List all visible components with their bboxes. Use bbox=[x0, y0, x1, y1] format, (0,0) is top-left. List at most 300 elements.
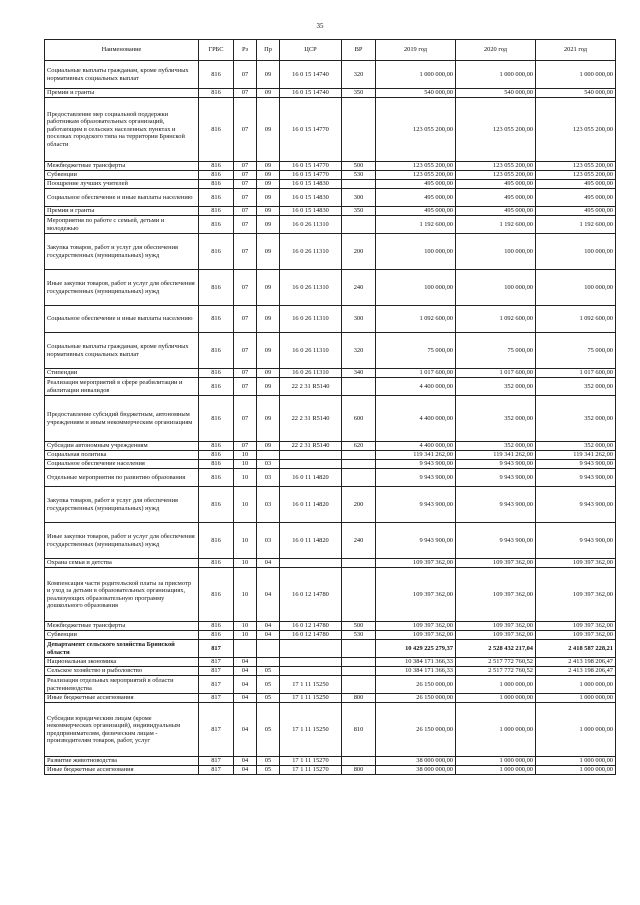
table-row bbox=[45, 207, 616, 216]
cell-2020: 9 943 900,00 bbox=[456, 487, 536, 523]
cell-2021: 9 943 900,00 bbox=[536, 523, 616, 559]
table-row bbox=[45, 640, 616, 658]
cell-2019: 38 000 000,00 bbox=[376, 766, 456, 775]
cell-2020: 123 055 200,00 bbox=[456, 162, 536, 171]
cell-pr: 09 bbox=[257, 369, 280, 378]
cell-grbs: 816 bbox=[199, 369, 234, 378]
table-row bbox=[45, 487, 616, 523]
cell-2021: 352 000,00 bbox=[536, 378, 616, 396]
table-row bbox=[45, 568, 616, 622]
cell-2020: 119 341 262,00 bbox=[456, 451, 536, 460]
cell-pr: 09 bbox=[257, 270, 280, 306]
cell-name: Реализация отдельных мероприятий в области растениеводства bbox=[45, 676, 199, 694]
cell-2021: 123 055 200,00 bbox=[536, 171, 616, 180]
cell-vr bbox=[342, 568, 376, 622]
header-csr: ЦСР bbox=[280, 40, 342, 61]
cell-vr bbox=[342, 667, 376, 676]
cell-grbs: 816 bbox=[199, 306, 234, 333]
cell-csr: 16 0 15 14830 bbox=[280, 189, 342, 207]
cell-2021: 1 000 000,00 bbox=[536, 703, 616, 757]
cell-name: Отдельные мероприятия по развитию образования bbox=[45, 469, 199, 487]
cell-pr: 05 bbox=[257, 694, 280, 703]
cell-csr: 16 0 11 14820 bbox=[280, 523, 342, 559]
cell-pr: 03 bbox=[257, 460, 280, 469]
cell-vr: 620 bbox=[342, 442, 376, 451]
cell-2020: 1 000 000,00 bbox=[456, 694, 536, 703]
cell-2019: 4 400 000,00 bbox=[376, 396, 456, 442]
cell-rz: 07 bbox=[234, 396, 257, 442]
cell-vr: 340 bbox=[342, 369, 376, 378]
cell-2019: 540 000,00 bbox=[376, 89, 456, 98]
cell-rz: 07 bbox=[234, 207, 257, 216]
cell-name: Охрана семьи и детства bbox=[45, 559, 199, 568]
cell-2020: 100 000,00 bbox=[456, 234, 536, 270]
cell-2021: 9 943 900,00 bbox=[536, 487, 616, 523]
cell-2021: 123 055 200,00 bbox=[536, 98, 616, 162]
cell-2020: 540 000,00 bbox=[456, 89, 536, 98]
cell-grbs: 816 bbox=[199, 180, 234, 189]
cell-name: Социальная политика bbox=[45, 451, 199, 460]
cell-csr: 17 1 11 15270 bbox=[280, 766, 342, 775]
cell-grbs: 816 bbox=[199, 61, 234, 89]
cell-csr: 16 0 11 14820 bbox=[280, 469, 342, 487]
cell-pr: 04 bbox=[257, 559, 280, 568]
cell-pr bbox=[257, 658, 280, 667]
cell-csr: 17 1 11 15250 bbox=[280, 694, 342, 703]
cell-csr: 16 0 26 11310 bbox=[280, 333, 342, 369]
cell-csr: 16 0 15 14740 bbox=[280, 61, 342, 89]
cell-csr: 16 0 15 14830 bbox=[280, 180, 342, 189]
cell-vr: 800 bbox=[342, 766, 376, 775]
cell-2020: 352 000,00 bbox=[456, 378, 536, 396]
cell-2019: 10 429 225 279,37 bbox=[376, 640, 456, 658]
cell-grbs: 817 bbox=[199, 667, 234, 676]
cell-pr: 05 bbox=[257, 766, 280, 775]
cell-2021: 495 000,00 bbox=[536, 180, 616, 189]
cell-grbs: 817 bbox=[199, 766, 234, 775]
cell-name: Иные бюджетные ассигнования bbox=[45, 694, 199, 703]
cell-2021: 9 943 900,00 bbox=[536, 469, 616, 487]
cell-grbs: 816 bbox=[199, 559, 234, 568]
cell-2020: 2 517 772 760,52 bbox=[456, 658, 536, 667]
cell-rz: 10 bbox=[234, 568, 257, 622]
cell-name: Департамент сельского хозяйства Брянской области bbox=[45, 640, 199, 658]
cell-pr: 09 bbox=[257, 306, 280, 333]
cell-rz: 07 bbox=[234, 270, 257, 306]
cell-pr: 05 bbox=[257, 676, 280, 694]
header-2021: 2021 год bbox=[536, 40, 616, 61]
table-row bbox=[45, 378, 616, 396]
cell-name: Мероприятия по работе с семьей, детьми и молодежью bbox=[45, 216, 199, 234]
cell-grbs: 816 bbox=[199, 631, 234, 640]
cell-grbs: 816 bbox=[199, 89, 234, 98]
cell-pr: 03 bbox=[257, 469, 280, 487]
cell-grbs: 816 bbox=[199, 189, 234, 207]
cell-2019: 9 943 900,00 bbox=[376, 523, 456, 559]
cell-2019: 26 150 000,00 bbox=[376, 694, 456, 703]
cell-pr: 09 bbox=[257, 396, 280, 442]
cell-name: Реализация мероприятий в сфере реабилитации и абилитации инвалидов bbox=[45, 378, 199, 396]
cell-vr: 240 bbox=[342, 270, 376, 306]
cell-rz: 07 bbox=[234, 378, 257, 396]
cell-rz: 10 bbox=[234, 622, 257, 631]
cell-vr bbox=[342, 216, 376, 234]
cell-2020: 109 397 362,00 bbox=[456, 559, 536, 568]
cell-vr: 320 bbox=[342, 333, 376, 369]
cell-csr: 16 0 26 11310 bbox=[280, 270, 342, 306]
cell-rz: 10 bbox=[234, 460, 257, 469]
cell-name: Субсидии юридическим лицам (кроме некоммерческих организаций), индивидуальным предпринимателям, физическим лицам - производителям товаров, работ, услуг bbox=[45, 703, 199, 757]
cell-csr: 17 1 11 15250 bbox=[280, 703, 342, 757]
cell-2020: 352 000,00 bbox=[456, 396, 536, 442]
cell-2020: 1 000 000,00 bbox=[456, 703, 536, 757]
cell-vr: 600 bbox=[342, 396, 376, 442]
cell-2021: 1 000 000,00 bbox=[536, 694, 616, 703]
cell-2020: 1 000 000,00 bbox=[456, 757, 536, 766]
cell-2019: 10 384 171 366,33 bbox=[376, 667, 456, 676]
table-body bbox=[45, 61, 616, 775]
cell-2020: 352 000,00 bbox=[456, 442, 536, 451]
cell-vr bbox=[342, 640, 376, 658]
cell-csr: 16 0 15 14770 bbox=[280, 171, 342, 180]
cell-csr bbox=[280, 640, 342, 658]
cell-csr: 16 0 11 14820 bbox=[280, 487, 342, 523]
cell-csr bbox=[280, 451, 342, 460]
cell-csr: 16 0 12 14780 bbox=[280, 622, 342, 631]
cell-rz: 10 bbox=[234, 451, 257, 460]
table-row bbox=[45, 234, 616, 270]
cell-vr bbox=[342, 451, 376, 460]
cell-vr bbox=[342, 469, 376, 487]
cell-pr: 05 bbox=[257, 703, 280, 757]
table-row bbox=[45, 766, 616, 775]
header-2020: 2020 год bbox=[456, 40, 536, 61]
cell-grbs: 816 bbox=[199, 216, 234, 234]
cell-rz: 04 bbox=[234, 703, 257, 757]
cell-pr: 09 bbox=[257, 180, 280, 189]
cell-name: Развитие животноводства bbox=[45, 757, 199, 766]
cell-grbs: 816 bbox=[199, 207, 234, 216]
cell-2021: 1 000 000,00 bbox=[536, 676, 616, 694]
cell-rz: 07 bbox=[234, 442, 257, 451]
cell-2021: 2 418 587 228,21 bbox=[536, 640, 616, 658]
header-pr: Пр bbox=[257, 40, 280, 61]
cell-vr: 300 bbox=[342, 189, 376, 207]
cell-2021: 100 000,00 bbox=[536, 234, 616, 270]
cell-2021: 2 413 198 206,47 bbox=[536, 658, 616, 667]
cell-grbs: 816 bbox=[199, 451, 234, 460]
cell-2019: 109 397 362,00 bbox=[376, 622, 456, 631]
cell-pr: 09 bbox=[257, 89, 280, 98]
cell-2019: 123 055 200,00 bbox=[376, 162, 456, 171]
cell-2019: 1 000 000,00 bbox=[376, 61, 456, 89]
cell-name: Закупка товаров, работ и услуг для обеспечения государственных (муниципальных) нужд bbox=[45, 487, 199, 523]
cell-name: Социальные выплаты гражданам, кроме публичных нормативных социальных выплат bbox=[45, 61, 199, 89]
cell-vr: 350 bbox=[342, 207, 376, 216]
cell-name: Стипендии bbox=[45, 369, 199, 378]
cell-2019: 1 017 600,00 bbox=[376, 369, 456, 378]
cell-vr bbox=[342, 559, 376, 568]
cell-2020: 75 000,00 bbox=[456, 333, 536, 369]
table-row bbox=[45, 333, 616, 369]
cell-name: Межбюджетные трансферты bbox=[45, 162, 199, 171]
cell-rz: 04 bbox=[234, 676, 257, 694]
cell-name: Премии и гранты bbox=[45, 89, 199, 98]
cell-pr: 03 bbox=[257, 487, 280, 523]
cell-2021: 1 017 600,00 bbox=[536, 369, 616, 378]
cell-csr: 22 2 31 R5140 bbox=[280, 442, 342, 451]
cell-rz: 07 bbox=[234, 98, 257, 162]
cell-2021: 352 000,00 bbox=[536, 442, 616, 451]
cell-grbs: 816 bbox=[199, 162, 234, 171]
header-name: Наименование bbox=[45, 40, 199, 61]
cell-2021: 1 000 000,00 bbox=[536, 766, 616, 775]
table-header-row bbox=[45, 40, 616, 61]
cell-vr: 240 bbox=[342, 523, 376, 559]
cell-2020: 109 397 362,00 bbox=[456, 568, 536, 622]
cell-csr: 16 0 15 14830 bbox=[280, 207, 342, 216]
cell-pr bbox=[257, 640, 280, 658]
cell-vr bbox=[342, 460, 376, 469]
cell-rz: 07 bbox=[234, 171, 257, 180]
cell-rz: 07 bbox=[234, 189, 257, 207]
table-row bbox=[45, 658, 616, 667]
cell-2021: 119 341 262,00 bbox=[536, 451, 616, 460]
cell-name: Субвенции bbox=[45, 631, 199, 640]
cell-pr: 04 bbox=[257, 568, 280, 622]
cell-rz: 10 bbox=[234, 469, 257, 487]
cell-pr: 03 bbox=[257, 523, 280, 559]
cell-grbs: 816 bbox=[199, 568, 234, 622]
cell-pr: 05 bbox=[257, 667, 280, 676]
cell-2021: 109 397 362,00 bbox=[536, 559, 616, 568]
cell-rz: 07 bbox=[234, 61, 257, 89]
cell-csr: 17 1 11 15250 bbox=[280, 676, 342, 694]
cell-name: Предоставление субсидий бюджетным, автономным учреждениям и иным некоммерческим организациям bbox=[45, 396, 199, 442]
cell-csr: 16 0 15 14770 bbox=[280, 162, 342, 171]
cell-pr: 04 bbox=[257, 631, 280, 640]
cell-2020: 1 092 600,00 bbox=[456, 306, 536, 333]
cell-pr: 09 bbox=[257, 207, 280, 216]
table-row bbox=[45, 460, 616, 469]
cell-2019: 495 000,00 bbox=[376, 180, 456, 189]
cell-rz: 07 bbox=[234, 369, 257, 378]
cell-rz: 10 bbox=[234, 487, 257, 523]
cell-2020: 2 528 432 217,04 bbox=[456, 640, 536, 658]
cell-2020: 9 943 900,00 bbox=[456, 469, 536, 487]
cell-name: Премии и гранты bbox=[45, 207, 199, 216]
cell-2019: 109 397 362,00 bbox=[376, 559, 456, 568]
table-row bbox=[45, 676, 616, 694]
header-rz: Рз bbox=[234, 40, 257, 61]
cell-vr bbox=[342, 378, 376, 396]
cell-pr: 09 bbox=[257, 61, 280, 89]
cell-vr: 500 bbox=[342, 162, 376, 171]
table-row bbox=[45, 189, 616, 207]
cell-vr: 200 bbox=[342, 487, 376, 523]
cell-csr bbox=[280, 658, 342, 667]
cell-name: Иные закупки товаров, работ и услуг для обеспечения государственных (муниципальных) нужд bbox=[45, 270, 199, 306]
cell-2021: 1 000 000,00 bbox=[536, 61, 616, 89]
cell-name: Предоставление мер социальной поддержки работникам образовательных организаций, работающим в сельских населенных пунктах и поселках городского типа на территории Брянской области bbox=[45, 98, 199, 162]
cell-2021: 75 000,00 bbox=[536, 333, 616, 369]
cell-name: Закупка товаров, работ и услуг для обеспечения государственных (муниципальных) нужд bbox=[45, 234, 199, 270]
cell-2020: 495 000,00 bbox=[456, 189, 536, 207]
cell-2019: 4 400 000,00 bbox=[376, 442, 456, 451]
cell-2019: 1 092 600,00 bbox=[376, 306, 456, 333]
cell-2021: 109 397 362,00 bbox=[536, 622, 616, 631]
cell-2019: 9 943 900,00 bbox=[376, 469, 456, 487]
cell-grbs: 817 bbox=[199, 703, 234, 757]
cell-rz: 04 bbox=[234, 658, 257, 667]
cell-2020: 100 000,00 bbox=[456, 270, 536, 306]
header-2019: 2019 год bbox=[376, 40, 456, 61]
cell-grbs: 816 bbox=[199, 460, 234, 469]
cell-rz: 04 bbox=[234, 667, 257, 676]
cell-pr: 09 bbox=[257, 378, 280, 396]
cell-vr: 200 bbox=[342, 234, 376, 270]
cell-grbs: 816 bbox=[199, 622, 234, 631]
cell-vr bbox=[342, 180, 376, 189]
cell-grbs: 816 bbox=[199, 333, 234, 369]
cell-name: Социальное обеспечение и иные выплаты населению bbox=[45, 306, 199, 333]
cell-vr bbox=[342, 676, 376, 694]
cell-pr: 09 bbox=[257, 442, 280, 451]
cell-2020: 1 017 600,00 bbox=[456, 369, 536, 378]
table-row bbox=[45, 631, 616, 640]
cell-grbs: 816 bbox=[199, 234, 234, 270]
table-row bbox=[45, 442, 616, 451]
cell-vr bbox=[342, 757, 376, 766]
cell-csr: 16 0 12 14780 bbox=[280, 568, 342, 622]
cell-2019: 119 341 262,00 bbox=[376, 451, 456, 460]
cell-2019: 123 055 200,00 bbox=[376, 98, 456, 162]
table-row bbox=[45, 171, 616, 180]
cell-rz: 07 bbox=[234, 216, 257, 234]
table-row bbox=[45, 396, 616, 442]
cell-2021: 9 943 900,00 bbox=[536, 460, 616, 469]
table-row bbox=[45, 469, 616, 487]
cell-grbs: 816 bbox=[199, 378, 234, 396]
cell-name: Национальная экономика bbox=[45, 658, 199, 667]
cell-csr: 16 0 26 11310 bbox=[280, 234, 342, 270]
cell-csr bbox=[280, 667, 342, 676]
cell-name: Иные бюджетные ассигнования bbox=[45, 766, 199, 775]
cell-pr: 09 bbox=[257, 333, 280, 369]
cell-2020: 1 000 000,00 bbox=[456, 61, 536, 89]
table-row bbox=[45, 270, 616, 306]
cell-rz: 04 bbox=[234, 694, 257, 703]
cell-csr: 16 0 26 11310 bbox=[280, 369, 342, 378]
cell-2021: 109 397 362,00 bbox=[536, 631, 616, 640]
cell-2021: 109 397 362,00 bbox=[536, 568, 616, 622]
cell-csr: 16 0 15 14770 bbox=[280, 98, 342, 162]
cell-2020: 109 397 362,00 bbox=[456, 622, 536, 631]
cell-2019: 9 943 900,00 bbox=[376, 460, 456, 469]
cell-rz: 10 bbox=[234, 631, 257, 640]
cell-2019: 495 000,00 bbox=[376, 189, 456, 207]
cell-vr: 350 bbox=[342, 89, 376, 98]
cell-grbs: 816 bbox=[199, 171, 234, 180]
cell-name: Социальное обеспечение и иные выплаты населению bbox=[45, 189, 199, 207]
cell-2019: 100 000,00 bbox=[376, 270, 456, 306]
cell-2019: 4 400 000,00 bbox=[376, 378, 456, 396]
cell-csr bbox=[280, 460, 342, 469]
cell-rz: 07 bbox=[234, 89, 257, 98]
table-row bbox=[45, 98, 616, 162]
cell-2020: 123 055 200,00 bbox=[456, 171, 536, 180]
cell-2021: 540 000,00 bbox=[536, 89, 616, 98]
cell-csr: 16 0 26 11310 bbox=[280, 306, 342, 333]
table-row bbox=[45, 162, 616, 171]
cell-csr: 22 2 31 R5140 bbox=[280, 378, 342, 396]
cell-2019: 75 000,00 bbox=[376, 333, 456, 369]
table-row bbox=[45, 694, 616, 703]
table-row bbox=[45, 667, 616, 676]
cell-vr: 530 bbox=[342, 171, 376, 180]
cell-grbs: 817 bbox=[199, 676, 234, 694]
page-number: 35 bbox=[316, 22, 324, 30]
cell-2019: 495 000,00 bbox=[376, 207, 456, 216]
cell-name: Поощрение лучших учителей bbox=[45, 180, 199, 189]
cell-grbs: 817 bbox=[199, 757, 234, 766]
table-row bbox=[45, 703, 616, 757]
cell-rz: 07 bbox=[234, 306, 257, 333]
table-row bbox=[45, 369, 616, 378]
cell-rz: 10 bbox=[234, 559, 257, 568]
cell-csr: 22 2 31 R5140 bbox=[280, 396, 342, 442]
cell-pr: 09 bbox=[257, 234, 280, 270]
table-row bbox=[45, 306, 616, 333]
cell-vr bbox=[342, 98, 376, 162]
cell-2021: 495 000,00 bbox=[536, 207, 616, 216]
cell-2020: 109 397 362,00 bbox=[456, 631, 536, 640]
table-row bbox=[45, 757, 616, 766]
cell-2019: 26 150 000,00 bbox=[376, 676, 456, 694]
cell-rz: 07 bbox=[234, 333, 257, 369]
cell-2021: 2 413 198 206,47 bbox=[536, 667, 616, 676]
cell-name: Иные закупки товаров, работ и услуг для обеспечения государственных (муниципальных) нужд bbox=[45, 523, 199, 559]
cell-csr: 16 0 15 14740 bbox=[280, 89, 342, 98]
table-row bbox=[45, 622, 616, 631]
cell-vr: 530 bbox=[342, 631, 376, 640]
cell-2021: 1 092 600,00 bbox=[536, 306, 616, 333]
cell-2020: 495 000,00 bbox=[456, 207, 536, 216]
cell-2021: 123 055 200,00 bbox=[536, 162, 616, 171]
cell-grbs: 816 bbox=[199, 469, 234, 487]
cell-2021: 495 000,00 bbox=[536, 189, 616, 207]
table-row bbox=[45, 89, 616, 98]
cell-rz: 07 bbox=[234, 234, 257, 270]
cell-rz bbox=[234, 640, 257, 658]
table-row bbox=[45, 559, 616, 568]
table-row bbox=[45, 451, 616, 460]
cell-name: Социальное обеспечение населения bbox=[45, 460, 199, 469]
cell-2021: 1 192 600,00 bbox=[536, 216, 616, 234]
cell-pr: 04 bbox=[257, 622, 280, 631]
cell-csr: 16 0 26 11310 bbox=[280, 216, 342, 234]
table-row bbox=[45, 216, 616, 234]
cell-rz: 10 bbox=[234, 523, 257, 559]
cell-pr: 05 bbox=[257, 757, 280, 766]
header-grbs: ГРБС bbox=[199, 40, 234, 61]
cell-pr: 09 bbox=[257, 189, 280, 207]
cell-pr: 09 bbox=[257, 162, 280, 171]
cell-grbs: 817 bbox=[199, 658, 234, 667]
cell-2020: 123 055 200,00 bbox=[456, 98, 536, 162]
cell-2019: 1 192 600,00 bbox=[376, 216, 456, 234]
cell-pr bbox=[257, 451, 280, 460]
